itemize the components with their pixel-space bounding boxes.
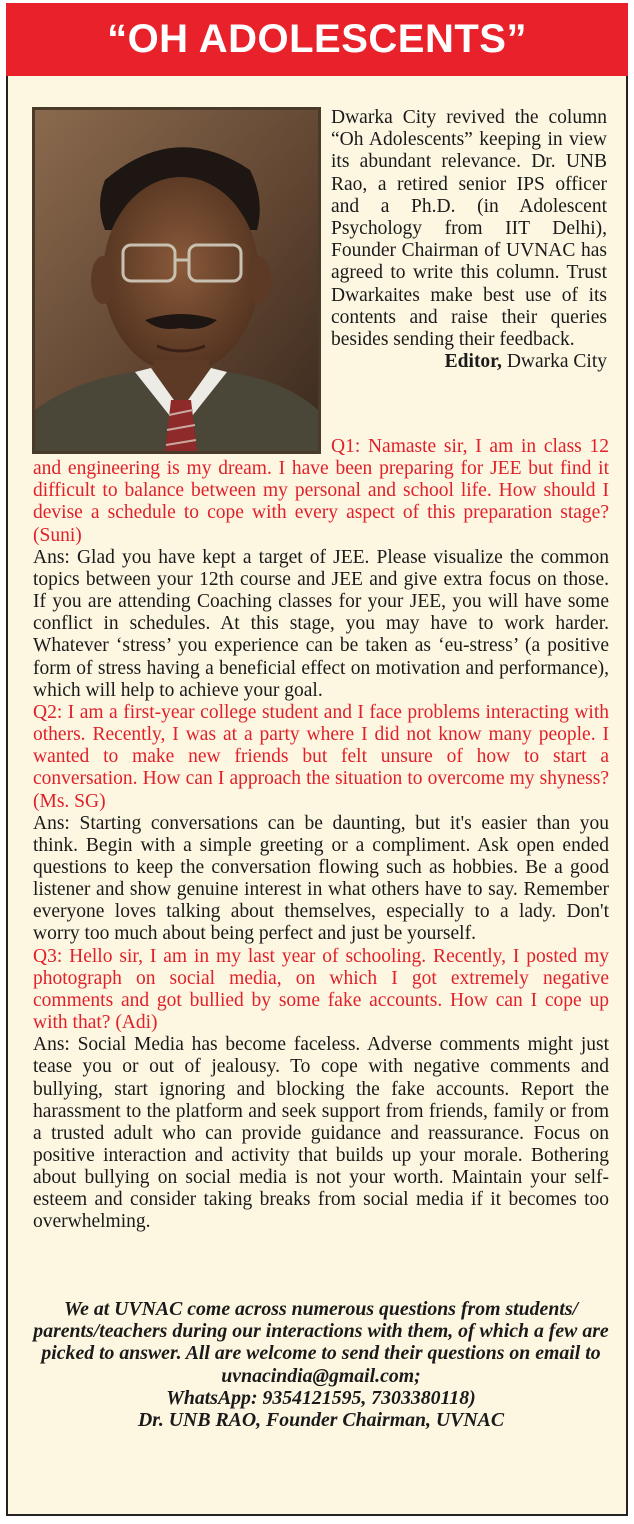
column-panel xyxy=(6,76,628,1516)
author-portrait-photo xyxy=(32,107,321,454)
footer-invitation: We at UVNAC come across numerous questions from students/ parents/teachers during our interactions with them, of which a few are picked to answer. All are welcome to send their questions on email to uvnacindia@gmail.com; xyxy=(33,1298,609,1387)
answer-1: Ans: Glad you have kept a target of JEE. Please visualize the common topics between your 12th course and JEE and give extra focus on those. If you are attending Coaching classes for your JEE, you will have some conflict in schedules. At this stage, you may have to work harder. Whatever ‘stress’ you experience can be taken as ‘eu-stress’ (a positive form of stress having a beneficial effect on motivation and performance), which will help to achieve your goal. xyxy=(33,546,609,701)
editor-publication: Dwarka City xyxy=(501,351,607,373)
column-title-banner xyxy=(6,3,628,76)
column-title: “OH ADOLESCENTS” xyxy=(107,17,527,61)
question-2: Q2: I am a first-year college student and I face problems interacting with others. Recently, I was at a party where I did not know many people. I wanted to make new friends but felt unsure of how to start a conversation. How can I approach the situation to overcome my shyness? (Ms. SG) xyxy=(33,701,609,812)
editor-label: Editor, xyxy=(444,351,502,373)
footer-signature: Dr. UNB RAO, Founder Chairman, UVNAC xyxy=(137,1409,505,1432)
intro-paragraph: Dwarka City revived the column “Oh Adolescents” keeping in view its abundant relevance. Dr. UNB Rao, a retired senior IPS officer and a Ph.D. (in Adolescent Psychology from IIT Delhi), Founder Chairman of UVNAC has agreed to write this column. Trust Dwarkaites make best use of its contents and raise their queries besides sending their feedback. xyxy=(331,107,607,351)
intro-block xyxy=(331,107,607,373)
qa-section xyxy=(33,436,609,1234)
question-1: Q1: Namaste sir, I am in class 12 and engineering is my dream. I have been preparing for JEE but find it difficult to balance between my personal and school life. How should I devise a schedule to cope with every aspect of this preparation stage? (Suni) xyxy=(33,436,609,546)
editor-credit xyxy=(331,351,607,373)
portrait-photo-icon xyxy=(35,110,318,451)
answer-3: Ans: Social Media has become faceless. Adverse comments might just tease you or out of jealousy. To cope with negative comments and bullying, start ignoring and blocking the fake accounts. Report the harassment to the platform and seek support from friends, family or from a trusted adult who can provide guidance and reassurance. Focus on positive interaction and activity that builds up your morale. Bothering about bullying on social media is not your worth. Maintain your self- esteem and consider taking breaks from social media if it becomes too overwhelming. xyxy=(33,1034,609,1233)
footer-note xyxy=(33,1298,609,1431)
question-3: Q3: Hello sir, I am in my last year of schooling. Recently, I posted my photograph on social media, on which I got extremely negative comments and got bullied by some fake accounts. How can I cope up with that? (Adi) xyxy=(33,945,609,1034)
footer-whatsapp: WhatsApp: 9354121595, 7303380118) xyxy=(166,1386,476,1409)
answer-2: Ans: Starting conversations can be daunting, but it's easier than you think. Begin with a simple greeting or a compliment. Ask open ended questions to keep the conversation flowing such as hobbies. Be a good listener and show genuine interest in what others have to say. Remember everyone loves talking about themselves, especially to a lady. Don't worry too much about being perfect and just be yourself. xyxy=(33,812,609,945)
